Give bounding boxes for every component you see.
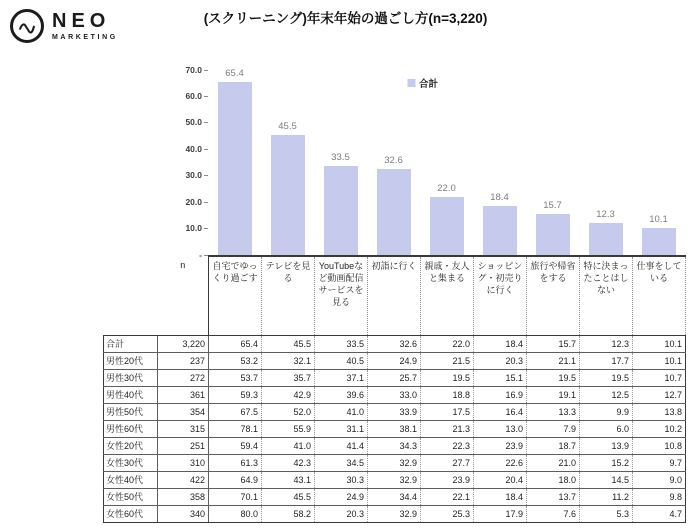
value-cell: 39.6 <box>315 386 368 403</box>
bar-value-label: 33.5 <box>331 152 350 164</box>
value-cell: 22.0 <box>421 335 474 352</box>
bar <box>589 223 623 256</box>
bar-value-label: 65.4 <box>225 68 244 80</box>
value-cell: 24.9 <box>368 352 421 369</box>
value-cell: 16.9 <box>474 386 527 403</box>
n-value-cell: 310 <box>158 454 209 471</box>
value-cell: 32.9 <box>368 505 421 522</box>
value-cell: 21.0 <box>527 454 580 471</box>
bar <box>271 135 305 255</box>
value-cell: 10.2 <box>633 420 686 437</box>
page-title: (スクリーニング)年末年始の過ごし方(n=3,220) <box>203 11 488 26</box>
value-cell: 17.5 <box>421 403 474 420</box>
value-cell: 13.3 <box>527 403 580 420</box>
value-cell: 14.5 <box>580 471 633 488</box>
value-cell: 32.6 <box>368 335 421 352</box>
legend-swatch-icon <box>407 79 415 87</box>
row-label-cell: 女性20代 <box>104 437 158 454</box>
value-cell: 20.3 <box>315 505 368 522</box>
chart-column <box>579 70 632 255</box>
bar <box>642 228 676 255</box>
value-cell: 19.5 <box>421 369 474 386</box>
table-row <box>104 420 686 437</box>
value-cell: 10.8 <box>633 437 686 454</box>
category-header-cell: 特に決まったことはしない <box>580 256 633 335</box>
n-value-cell: 422 <box>158 471 209 488</box>
value-cell: 33.0 <box>368 386 421 403</box>
value-cell: 9.7 <box>633 454 686 471</box>
value-cell: 15.1 <box>474 369 527 386</box>
value-cell: 45.5 <box>262 488 315 505</box>
bar-value-label: 10.1 <box>649 214 668 226</box>
table-row <box>104 471 686 488</box>
bar <box>324 166 358 255</box>
n-value-cell: 315 <box>158 420 209 437</box>
value-cell: 41.0 <box>315 403 368 420</box>
chart-column <box>473 70 526 255</box>
table-row <box>104 403 686 420</box>
value-cell: 33.9 <box>368 403 421 420</box>
bar-value-label: 45.5 <box>278 120 297 132</box>
value-cell: 13.9 <box>580 437 633 454</box>
y-axis-tick-label: 50.0 <box>185 117 202 128</box>
value-cell: 31.1 <box>315 420 368 437</box>
value-cell: 19.5 <box>527 369 580 386</box>
row-label-cell: 女性40代 <box>104 471 158 488</box>
value-cell: 41.4 <box>315 437 368 454</box>
category-header-cell: テレビを見る <box>262 256 315 335</box>
table-row <box>104 437 686 454</box>
value-cell: 35.7 <box>262 369 315 386</box>
bar-value-label: 12.3 <box>596 208 615 220</box>
chart-column <box>420 70 473 255</box>
value-cell: 67.5 <box>209 403 262 420</box>
row-label-cell: 合計 <box>104 335 158 352</box>
bar <box>483 206 517 255</box>
n-value-cell: 361 <box>158 386 209 403</box>
value-cell: 20.4 <box>474 471 527 488</box>
value-cell: 58.2 <box>262 505 315 522</box>
value-cell: 25.7 <box>368 369 421 386</box>
value-cell: 18.0 <box>527 471 580 488</box>
value-cell: 7.6 <box>527 505 580 522</box>
bar <box>218 82 252 255</box>
category-header-cell: 初詣に行く <box>368 256 421 335</box>
value-cell: 21.3 <box>421 420 474 437</box>
category-header-cell: 旅行や帰省をする <box>527 256 580 335</box>
plot-area <box>208 70 685 255</box>
value-cell: 45.5 <box>262 335 315 352</box>
bar <box>430 197 464 255</box>
value-cell: 42.3 <box>262 454 315 471</box>
n-column-header: n <box>158 256 209 335</box>
value-cell: 21.5 <box>421 352 474 369</box>
row-label-cell: 男性60代 <box>104 420 158 437</box>
table-row <box>104 386 686 403</box>
crosstab-table <box>103 255 686 523</box>
value-cell: 11.2 <box>580 488 633 505</box>
chart-column <box>632 70 685 255</box>
value-cell: 78.1 <box>209 420 262 437</box>
chart-column <box>367 70 420 255</box>
table-row <box>104 454 686 471</box>
value-cell: 30.3 <box>315 471 368 488</box>
y-axis-tick-label: 20.0 <box>185 196 202 207</box>
value-cell: 17.7 <box>580 352 633 369</box>
value-cell: 18.7 <box>527 437 580 454</box>
value-cell: 24.9 <box>315 488 368 505</box>
row-label-cell: 女性30代 <box>104 454 158 471</box>
table-row <box>104 335 686 352</box>
legend-label: 合計 <box>418 79 439 90</box>
value-cell: 34.4 <box>368 488 421 505</box>
y-axis-tick-label: 10.0 <box>185 223 202 234</box>
n-value-cell: 3,220 <box>158 335 209 352</box>
value-cell: 59.3 <box>209 386 262 403</box>
value-cell: 33.5 <box>315 335 368 352</box>
value-cell: 19.5 <box>580 369 633 386</box>
bar <box>536 214 570 255</box>
value-cell: 25.3 <box>421 505 474 522</box>
value-cell: 9.9 <box>580 403 633 420</box>
table-row <box>104 505 686 522</box>
value-cell: 21.1 <box>527 352 580 369</box>
table-row <box>104 488 686 505</box>
chart-column <box>526 70 579 255</box>
value-cell: 13.0 <box>474 420 527 437</box>
value-cell: 12.7 <box>633 386 686 403</box>
n-value-cell: 251 <box>158 437 209 454</box>
value-cell: 16.4 <box>474 403 527 420</box>
row-label-cell: 女性60代 <box>104 505 158 522</box>
category-header-cell: 自宅でゆっくり過ごす <box>209 256 262 335</box>
y-axis-tick-label: 40.0 <box>185 143 202 154</box>
value-cell: 12.5 <box>580 386 633 403</box>
value-cell: 65.4 <box>209 335 262 352</box>
n-value-cell: 237 <box>158 352 209 369</box>
value-cell: 43.1 <box>262 471 315 488</box>
value-cell: 18.8 <box>421 386 474 403</box>
row-label-cell: 男性20代 <box>104 352 158 369</box>
value-cell: 41.0 <box>262 437 315 454</box>
value-cell: 32.9 <box>368 454 421 471</box>
category-header-cell: 親戚・友人と集まる <box>421 256 474 335</box>
bar-value-label: 18.4 <box>490 192 509 204</box>
value-cell: 23.9 <box>474 437 527 454</box>
bar-chart <box>160 64 685 260</box>
value-cell: 61.3 <box>209 454 262 471</box>
value-cell: 55.9 <box>262 420 315 437</box>
value-cell: 9.0 <box>633 471 686 488</box>
value-cell: 64.9 <box>209 471 262 488</box>
value-cell: 34.3 <box>368 437 421 454</box>
bar-value-label: 22.0 <box>437 182 456 194</box>
chart-column <box>208 70 261 255</box>
row-label-cell: 男性40代 <box>104 386 158 403</box>
value-cell: 7.9 <box>527 420 580 437</box>
legend <box>407 76 438 90</box>
table-row <box>104 352 686 369</box>
chart-column <box>261 70 314 255</box>
y-axis-tick-label: - <box>199 249 202 260</box>
value-cell: 32.1 <box>262 352 315 369</box>
value-cell: 23.9 <box>421 471 474 488</box>
table-row <box>104 369 686 386</box>
value-cell: 37.1 <box>315 369 368 386</box>
value-cell: 27.7 <box>421 454 474 471</box>
y-axis-tick-label: 60.0 <box>185 90 202 101</box>
value-cell: 12.3 <box>580 335 633 352</box>
value-cell: 53.2 <box>209 352 262 369</box>
value-cell: 22.6 <box>474 454 527 471</box>
row-label-cell: 男性30代 <box>104 369 158 386</box>
n-value-cell: 272 <box>158 369 209 386</box>
value-cell: 20.3 <box>474 352 527 369</box>
category-header-cell: ショッピング・初売りに行く <box>474 256 527 335</box>
value-cell: 53.7 <box>209 369 262 386</box>
value-cell: 38.1 <box>368 420 421 437</box>
value-cell: 13.8 <box>633 403 686 420</box>
value-cell: 10.1 <box>633 352 686 369</box>
value-cell: 15.2 <box>580 454 633 471</box>
n-value-cell: 358 <box>158 488 209 505</box>
value-cell: 34.5 <box>315 454 368 471</box>
value-cell: 70.1 <box>209 488 262 505</box>
value-cell: 52.0 <box>262 403 315 420</box>
value-cell: 10.7 <box>633 369 686 386</box>
value-cell: 17.9 <box>474 505 527 522</box>
value-cell: 42.9 <box>262 386 315 403</box>
table-corner-cell <box>104 256 158 335</box>
value-cell: 22.1 <box>421 488 474 505</box>
n-value-cell: 354 <box>158 403 209 420</box>
row-label-cell: 女性50代 <box>104 488 158 505</box>
value-cell: 59.4 <box>209 437 262 454</box>
table-header-row <box>104 256 686 335</box>
value-cell: 80.0 <box>209 505 262 522</box>
logo-subtext: MARKETING <box>52 34 118 41</box>
value-cell: 40.5 <box>315 352 368 369</box>
value-cell: 13.7 <box>527 488 580 505</box>
category-header-cell: 仕事をしている <box>633 256 686 335</box>
bar-value-label: 15.7 <box>543 199 562 211</box>
value-cell: 6.0 <box>580 420 633 437</box>
value-cell: 10.1 <box>633 335 686 352</box>
logo-text: NEO <box>52 10 111 32</box>
value-cell: 4.7 <box>633 505 686 522</box>
chart-column <box>314 70 367 255</box>
y-axis-tick-label: 30.0 <box>185 170 202 181</box>
value-cell: 5.3 <box>580 505 633 522</box>
category-header-cell: YouTubeなど動画配信サービスを見る <box>315 256 368 335</box>
y-axis-tick-label: 70.0 <box>185 64 202 75</box>
n-value-cell: 340 <box>158 505 209 522</box>
bar <box>377 169 411 255</box>
value-cell: 9.8 <box>633 488 686 505</box>
value-cell: 19.1 <box>527 386 580 403</box>
value-cell: 32.9 <box>368 471 421 488</box>
bar-value-label: 32.6 <box>384 154 403 166</box>
value-cell: 18.4 <box>474 335 527 352</box>
value-cell: 18.4 <box>474 488 527 505</box>
row-label-cell: 男性50代 <box>104 403 158 420</box>
value-cell: 15.7 <box>527 335 580 352</box>
value-cell: 22.3 <box>421 437 474 454</box>
